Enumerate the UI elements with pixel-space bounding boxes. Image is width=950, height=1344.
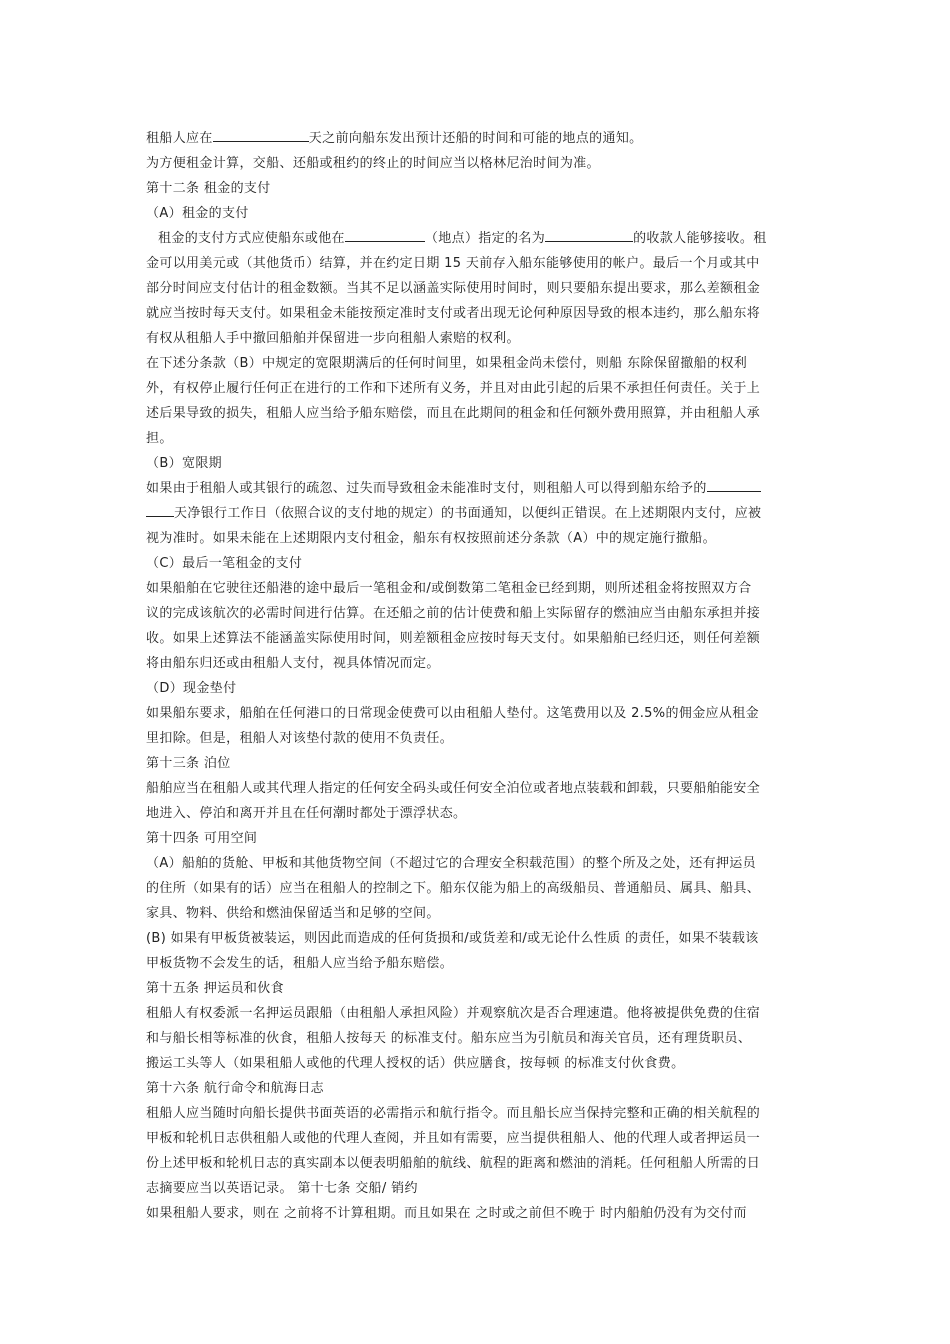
text-line [146, 1101, 806, 1126]
text-segment: 租船人应在 [146, 131, 213, 146]
text-line [146, 1026, 806, 1051]
text-line [146, 1001, 806, 1026]
text-segment: （A）租金的支付 [146, 206, 249, 221]
text-segment: 租船人应当随时向船长提供书面英语的必需指示和航行指令。而且船长应当保持完整和正确的相关航程的 [146, 1106, 761, 1121]
text-segment: （B）宽限期 [146, 456, 223, 471]
text-segment: 如果租船人要求，则在 之前将不计算租期。而且如果在 之时或之前但不晚于 时内船舶仍没有为交付而 [146, 1206, 747, 1221]
text-line [146, 1176, 806, 1201]
text-line [146, 801, 806, 826]
text-line [146, 601, 806, 626]
text-line [146, 126, 806, 151]
document-body [146, 126, 806, 1226]
text-line [146, 1076, 806, 1101]
text-line [146, 826, 806, 851]
text-segment: (B) 如果有甲板货被装运，则因此而造成的任何货损和/或货差和/或无论什么性质 的责任，如果不装载该 [146, 931, 759, 946]
text-segment: （地点）指定的名为 [424, 231, 546, 246]
text-line [146, 251, 806, 276]
text-segment: 金可以用美元或（其他货币）结算，并在约定日期 15 天前存入船东能够使用的帐户。最后一个月或其中 [146, 256, 760, 271]
text-segment: 如果由于租船人或其银行的疏忽、过失而导致租金未能准时支付，则租船人可以得到船东给予的 [146, 481, 707, 496]
text-segment: 如果船舶在它驶往还船港的途中最后一笔租金和/或倒数第二笔租金已经到期，则所述租金将按照双方合 [146, 581, 752, 596]
text-line [146, 476, 806, 501]
text-segment: （D）现金垫付 [146, 681, 237, 696]
text-segment: 份上述甲板和轮机日志的真实副本以便表明船舶的航线、航程的距离和燃油的消耗。任何租船人所需的日 [146, 1156, 761, 1171]
text-segment: 甲板和轮机日志供租船人或他的代理人查阅，并且如有需要，应当提供租船人、他的代理人或者押运员一 [146, 1131, 761, 1146]
fill-in-blank [213, 126, 309, 142]
text-segment: 第十三条 泊位 [146, 756, 231, 771]
text-line [146, 976, 806, 1001]
text-segment: 租船人有权委派一名押运员跟船（由租船人承担风险）并观察航次是否合理速遣。他将被提供免费的住宿 [146, 1006, 761, 1021]
text-segment: 第十六条 航行命令和航海日志 [146, 1081, 325, 1096]
text-segment: 议的完成该航次的必需时间进行估算。在还船之前的估计使费和船上实际留存的燃油应当由船东承担并接 [146, 606, 761, 621]
text-line [146, 626, 806, 651]
text-line [146, 1051, 806, 1076]
text-line [146, 926, 806, 951]
text-line [146, 901, 806, 926]
fill-in-blank [345, 226, 425, 242]
text-line [146, 401, 806, 426]
text-segment: 有权从租船人手中撤回船舶并保留进一步向租船人索赔的权利。 [146, 331, 520, 346]
text-segment: 搬运工头等人（如果租船人或他的代理人授权的话）供应膳食，按每顿 的标准支付伙食费。 [146, 1056, 685, 1071]
fill-in-blank [545, 226, 633, 242]
text-line [146, 551, 806, 576]
text-segment: 的收款人能够接收。租 [633, 231, 767, 246]
text-segment: 的住所（如果有的话）应当在租船人的控制之下。船东仅能为船上的高级船员、普通船员、属具、船具、 [146, 881, 761, 896]
text-segment: 第十五条 押运员和伙食 [146, 981, 284, 996]
text-line [146, 651, 806, 676]
text-segment: 在下述分条款（B）中规定的宽限期满后的任何时间里，如果租金尚未偿付，则船 东除保留撤船的权利 [146, 356, 748, 371]
text-segment: 天净银行工作日（依照合议的支付地的规定）的书面通知，以便纠正错误。在上述期限内支付，应被 [174, 506, 762, 521]
text-segment: 天之前向船东发出预计还船的时间和可能的地点的通知。 [308, 131, 643, 146]
text-line [146, 201, 806, 226]
fill-in-blank [146, 501, 174, 517]
text-segment: （A）船舶的货舱、甲板和其他货物空间（不超过它的合理安全积载范围）的整个所及之处，还有押运员 [146, 856, 756, 871]
text-segment: 地进入、停泊和离开并且在任何潮时都处于漂浮状态。 [146, 806, 467, 821]
text-line [146, 526, 806, 551]
text-line [146, 326, 806, 351]
text-segment: 甲板货物不会发生的话，租船人应当给予船东赔偿。 [146, 956, 454, 971]
text-segment: 担。 [146, 431, 173, 446]
text-line [146, 1201, 806, 1226]
text-segment: （C）最后一笔租金的支付 [146, 556, 303, 571]
text-segment: 第十四条 可用空间 [146, 831, 258, 846]
text-line [146, 351, 806, 376]
text-segment: 如果船东要求，船舶在任何港口的日常现金使费可以由租船人垫付。这笔费用以及 2.5%的佣金应从租金 [146, 706, 759, 721]
text-segment: 船舶应当在租船人或其代理人指定的任何安全码头或任何安全泊位或者地点装载和卸载，只要船舶能安全 [146, 781, 761, 796]
text-segment: 第十二条 租金的支付 [146, 181, 271, 196]
text-segment: 述后果导致的损失，租船人应当给予船东赔偿，而且在此期间的租金和任何额外费用照算，并由租船人承 [146, 406, 761, 421]
text-line [146, 426, 806, 451]
text-line [146, 501, 806, 526]
text-segment: 和与船长相等标准的伙食，租船人按每天 的标准支付。船东应当为引航员和海关官员，还有理货职员、 [146, 1031, 752, 1046]
text-line [146, 1126, 806, 1151]
text-line [146, 851, 806, 876]
text-line [146, 726, 806, 751]
text-line [146, 301, 806, 326]
text-line [146, 576, 806, 601]
text-segment: 外，有权停止履行任何正在进行的工作和下述所有义务，并且对由此引起的后果不承担任何责任。关于上 [146, 381, 761, 396]
text-segment: 就应当按时每天支付。如果租金未能按预定准时支付或者出现无论何种原因导致的根本违约，那么船东将 [146, 306, 761, 321]
text-line [146, 226, 806, 251]
text-segment: 部分时间应支付估计的租金数额。当其不足以涵盖实际使用时间时，则只要船东提出要求，那么差额租金 [146, 281, 761, 296]
text-segment: 将由船东归还或由租船人支付，视具体情况而定。 [146, 656, 440, 671]
text-line [146, 876, 806, 901]
fill-in-blank [707, 476, 761, 492]
text-line [146, 451, 806, 476]
text-segment: 里扣除。但是，租船人对该垫付款的使用不负责任。 [146, 731, 454, 746]
text-line [146, 676, 806, 701]
text-line [146, 751, 806, 776]
text-segment: 家具、物料、供给和燃油保留适当和足够的空间。 [146, 906, 440, 921]
text-line [146, 776, 806, 801]
text-segment: 为方便租金计算，交船、还船或租约的终止的时间应当以格林尼治时间为准。 [146, 156, 600, 171]
text-segment: 收。如果上述算法不能涵盖实际使用时间，则差额租金应按时每天支付。如果船舶已经归还，则任何差额 [146, 631, 761, 646]
text-line [146, 176, 806, 201]
text-line [146, 376, 806, 401]
text-line [146, 951, 806, 976]
text-segment: 志摘要应当以英语记录。 第十七条 交船/ 销约 [146, 1181, 418, 1196]
text-segment: 视为准时。如果未能在上述期限内支付租金，船东有权按照前述分条款（A）中的规定施行撤船。 [146, 531, 716, 546]
text-line [146, 151, 806, 176]
text-line [146, 1151, 806, 1176]
text-segment: 租金的支付方式应使船东或他在 [158, 231, 345, 246]
text-line [146, 701, 806, 726]
text-line [146, 276, 806, 301]
